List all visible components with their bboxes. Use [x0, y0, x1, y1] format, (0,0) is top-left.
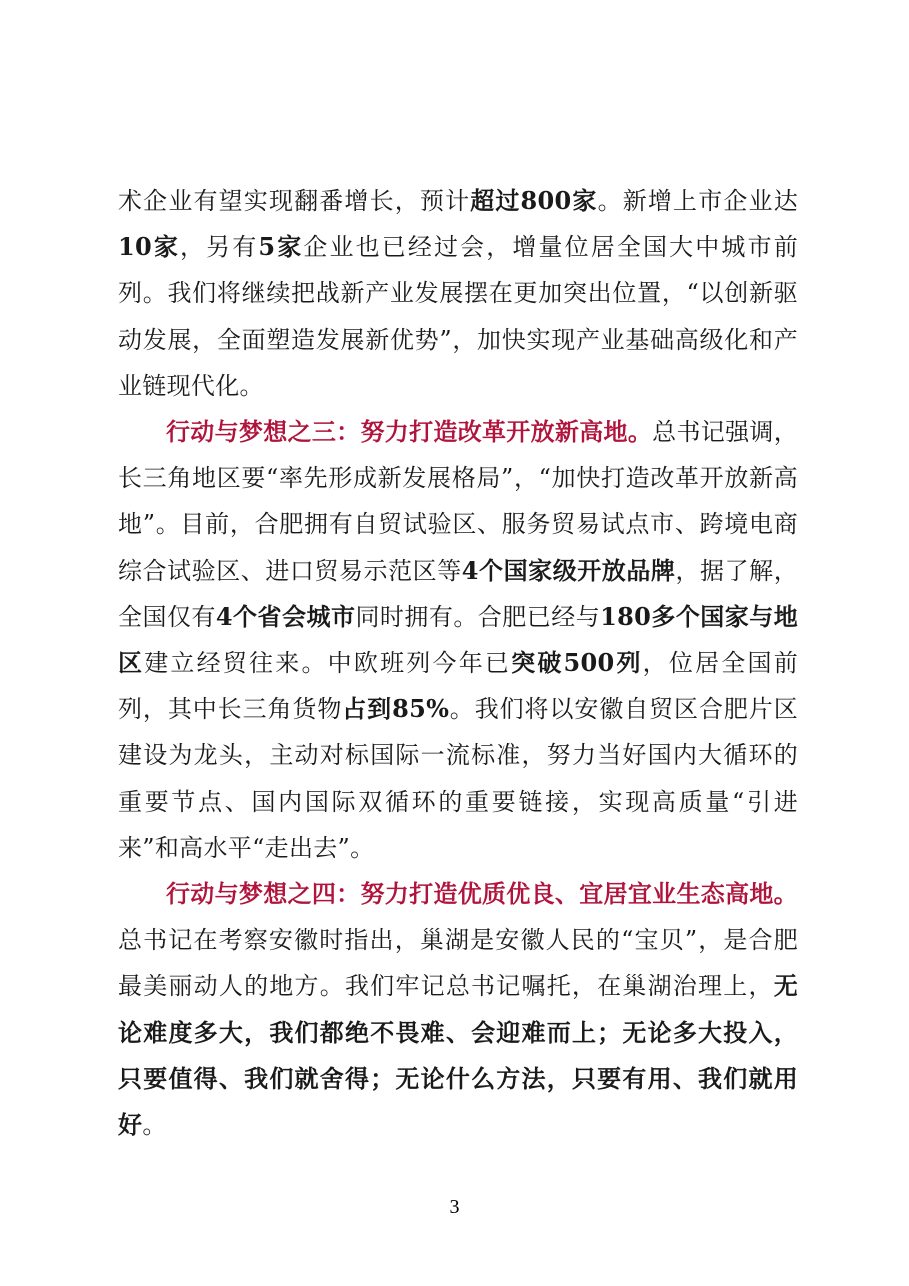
text-run: ，位居全国前列，其中长三角货物 — [118, 649, 798, 724]
body-text — [118, 178, 798, 1148]
text-run: ，另有 — [179, 233, 259, 262]
text-run: 企业也已经过会，增量位居全国大中城市前列。我们将继续把战新产业发展摆在更加突出位置，“以创新驱动发展，全面塑造发展新优势”，加快实现产业基础高级化和产业链现代化。 — [118, 233, 798, 400]
bold-text: 10家 — [118, 232, 180, 262]
text-run: 。我们将以安徽自贸区合肥片区建设为龙头，主动对标国际一流标准，努力当好国内大循环的重要节点、国内国际双循环的重要链接，实现高质量“引进来”和高水平“走出去”。 — [118, 695, 799, 862]
text-run: 。 — [142, 1111, 167, 1140]
text-run: 。新增上市企业达 — [597, 187, 798, 215]
text-run: 建立经贸往来。中欧班列今年已 — [144, 649, 512, 678]
bold-text: 180多个国家与地区 — [118, 601, 799, 678]
bold-text: 超过800家 — [470, 186, 598, 215]
text-run: 同时拥有。合肥已经与 — [355, 602, 601, 631]
bold-text: 4个省会城市 — [215, 601, 356, 631]
page-number: 3 — [449, 1196, 460, 1218]
bold-text: 占到85% — [342, 694, 450, 724]
section-heading: 行动与梦想之三：努力打造改革开放新高地。 — [166, 417, 653, 447]
bold-text: 5家 — [258, 232, 304, 262]
paragraph-industry — [118, 178, 798, 409]
bold-text: 无论难度多大，我们都绝不畏难、会迎难而上；无论多大投入，只要值得、我们就舍得；无论什么方法，只要有用、我们就用好 — [118, 971, 798, 1140]
text-run: 总书记在考察安徽时指出，巢湖是安徽人民的“宝贝”，是合肥最美丽动人的地方。我们牢记总书记嘱托，在巢湖治理上， — [118, 926, 798, 1001]
bold-text: 4个国家级开放品牌 — [461, 555, 676, 585]
paragraph-ecology — [118, 871, 798, 1148]
text-run: 总书记强调，长三角地区要“率先形成新发展格局”，“加快打造改革开放新高地”。目前，合肥拥有自贸试验区、服务贸易试点市、跨境电商综合试验区、进口贸易示范区等 — [118, 418, 798, 585]
text-run: 术企业有望实现翻番增长，预计 — [118, 187, 471, 215]
paragraph-reform-opening — [118, 409, 798, 871]
section-heading: 行动与梦想之四：努力打造优质优良、宜居宜业生态高地。 — [166, 879, 798, 909]
bold-text: 突破500列 — [511, 648, 643, 678]
text-run: ，据了解，全国仅有 — [118, 556, 799, 631]
